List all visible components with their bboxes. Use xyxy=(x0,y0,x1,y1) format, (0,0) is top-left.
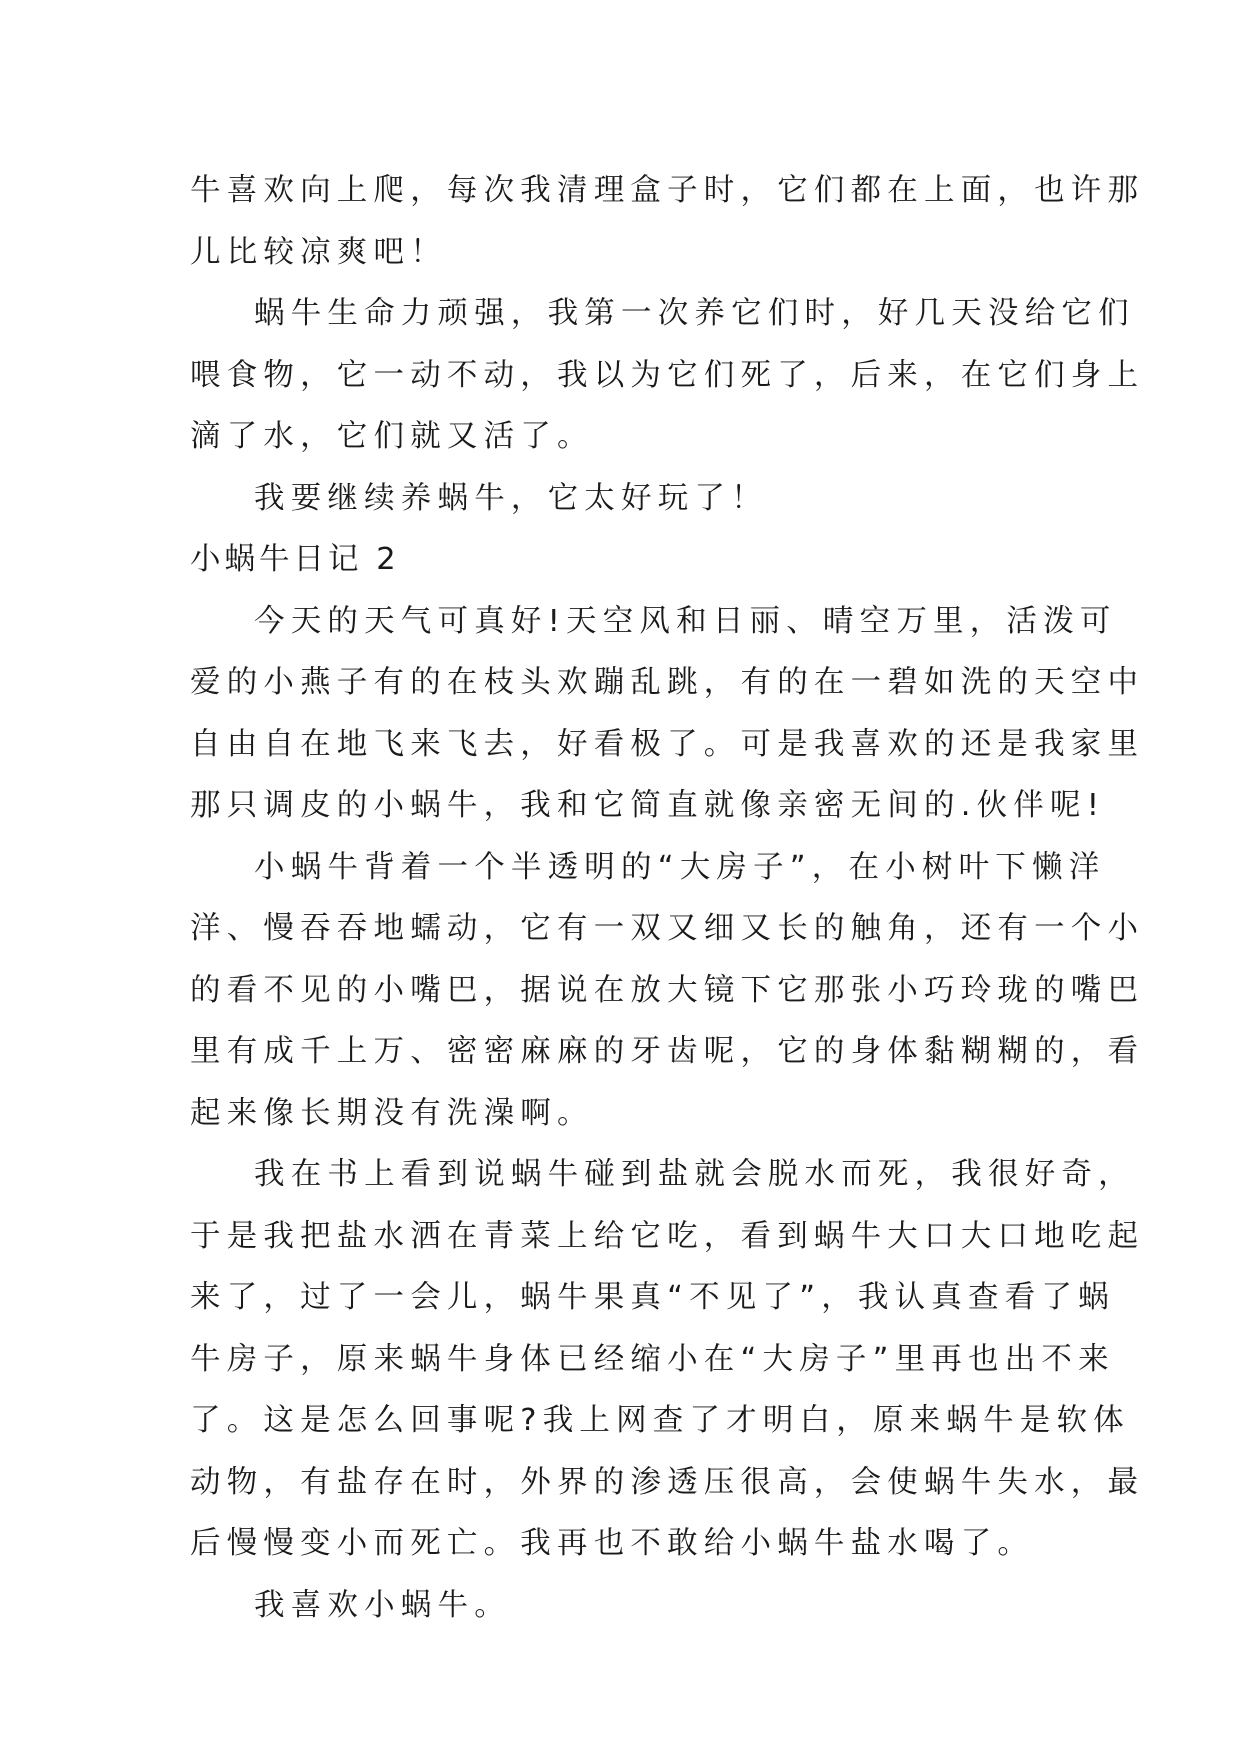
text-line: 里有成千上万、密密麻麻的牙齿呢，它的身体黏糊糊的，看 xyxy=(190,1034,1145,1069)
text-line: 儿比较凉爽吧！ xyxy=(190,234,447,270)
text-line: 起来像长期没有洗澡啊。 xyxy=(190,1095,594,1131)
text-line: 洋、慢吞吞地蠕动，它有一双又细又长的触角，还有一个小 xyxy=(190,911,1145,946)
text-line: 喂食物，它一动不动，我以为它们死了，后来，在它们身上 xyxy=(190,357,1145,393)
text-line: 牛房子，原来蜗牛身体已经缩小在“大房子”里再也出不来 xyxy=(190,1341,1115,1377)
document-body xyxy=(190,160,1145,1636)
text-line: 于是我把盐水洒在青菜上给它吃，看到蜗牛大口大口地吃起 xyxy=(190,1218,1145,1254)
paragraph-start-line: 小蜗牛背着一个半透明的“大房子”，在小树叶下懒洋 xyxy=(254,849,1106,885)
text-line: 自由自在地飞来飞去，好看极了。可是我喜欢的还是我家里 xyxy=(190,726,1145,762)
text-line: 动物，有盐存在时，外界的渗透压很高，会使蜗牛失水，最 xyxy=(190,1464,1145,1500)
paragraph-start-line: 我喜欢小蜗牛。 xyxy=(254,1587,511,1623)
text-line: 了。这是怎么回事呢?我上网查了才明白，原来蜗牛是软体 xyxy=(190,1403,1130,1438)
paragraph-start-line: 我在书上看到说蜗牛碰到盐就会脱水而死，我很好奇， xyxy=(254,1157,1135,1192)
text-line: 的看不见的小嘴巴，据说在放大镜下它那张小巧玲珑的嘴巴 xyxy=(190,972,1145,1008)
text-line: 后慢慢变小而死亡。我再也不敢给小蜗牛盐水喝了。 xyxy=(190,1526,1035,1561)
paragraph-start-line: 我要继续养蜗牛，它太好玩了！ xyxy=(254,480,768,516)
text-line: 滴了水，它们就又活了。 xyxy=(190,419,594,454)
paragraph-start-line: 今天的天气可真好!天空风和日丽、晴空万里，活泼可 xyxy=(254,603,1117,639)
text-line: 来了，过了一会儿，蜗牛果真“不见了”，我认真查看了蜗 xyxy=(190,1280,1115,1315)
section-heading: 小蜗牛日记 2 xyxy=(190,542,400,577)
text-line: 牛喜欢向上爬，每次我清理盒子时，它们都在上面，也许那 xyxy=(190,173,1145,208)
text-line: 那只调皮的小蜗牛，我和它简直就像亲密无间的.伙伴呢! xyxy=(190,788,1106,823)
paragraph-start-line: 蜗牛生命力顽强，我第一次养它们时，好几天没给它们 xyxy=(254,296,1135,331)
text-line: 爱的小燕子有的在枝头欢蹦乱跳，有的在一碧如洗的天空中 xyxy=(190,665,1145,700)
